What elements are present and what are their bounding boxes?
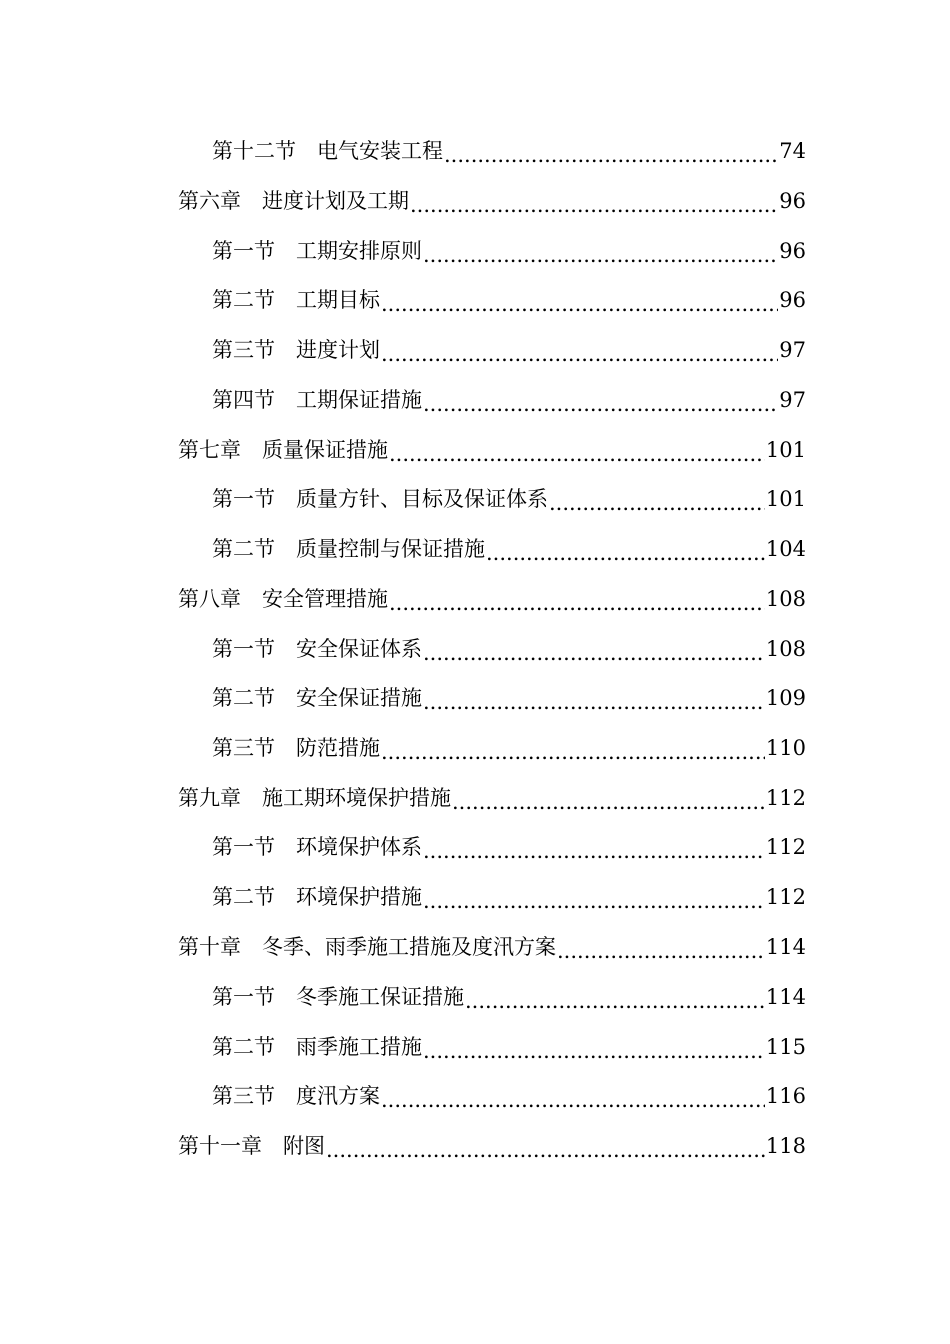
toc-dot-leader [444, 126, 778, 176]
toc-entry-title: 第三节 进度计划 [212, 338, 380, 362]
toc-entry[interactable] [178, 1121, 806, 1171]
toc-dot-leader [549, 474, 765, 524]
toc-entry-page: 108 [765, 637, 806, 661]
toc-dot-leader [410, 176, 778, 226]
toc-entry-page: 96 [779, 239, 806, 263]
toc-entry-page: 116 [765, 1084, 806, 1108]
toc-entry-page: 97 [779, 388, 806, 412]
toc-entry[interactable] [212, 524, 806, 574]
toc-entry-page: 112 [765, 835, 806, 859]
toc-entry-page: 114 [765, 935, 806, 959]
toc-entry-page: 108 [765, 587, 806, 611]
toc-entry-title: 第十二节 电气安装工程 [212, 139, 443, 163]
toc-entry-title: 第一节 工期安排原则 [212, 239, 422, 263]
toc-entry-title: 第八章 安全管理措施 [178, 587, 388, 611]
toc-entry-page: 101 [765, 487, 806, 511]
toc-entry[interactable] [178, 425, 806, 475]
toc-entry[interactable] [212, 226, 806, 276]
toc-entry-title: 第二节 雨季施工措施 [212, 1035, 422, 1059]
toc-dot-leader [381, 1071, 765, 1121]
toc-entry[interactable] [212, 723, 806, 773]
toc-entry-page: 110 [765, 736, 806, 760]
toc-entry-title: 第二节 工期目标 [212, 288, 380, 312]
toc-dot-leader [423, 624, 765, 674]
toc-entry[interactable] [178, 773, 806, 823]
toc-dot-leader [423, 872, 765, 922]
toc-entry-title: 第一节 质量方针、目标及保证体系 [212, 487, 548, 511]
toc-entry-page: 74 [779, 139, 806, 163]
toc-dot-leader [423, 822, 765, 872]
toc-entry-title: 第十章 冬季、雨季施工措施及度汛方案 [178, 935, 556, 959]
toc-dot-leader [389, 574, 765, 624]
toc-dot-leader [452, 773, 765, 823]
toc-entry-title: 第一节 冬季施工保证措施 [212, 985, 464, 1009]
toc-entry-title: 第十一章 附图 [178, 1134, 325, 1158]
toc-dot-leader [423, 226, 778, 276]
toc-dot-leader [486, 524, 765, 574]
toc-entry-title: 第二节 安全保证措施 [212, 686, 422, 710]
toc-entry-title: 第三节 防范措施 [212, 736, 380, 760]
toc-entry-title: 第一节 安全保证体系 [212, 637, 422, 661]
toc-entry[interactable] [212, 275, 806, 325]
toc-entry-page: 96 [779, 189, 806, 213]
toc-entry-title: 第九章 施工期环境保护措施 [178, 786, 451, 810]
toc-dot-leader [381, 275, 778, 325]
toc-entry-page: 115 [765, 1035, 806, 1059]
toc-entry[interactable] [178, 176, 806, 226]
toc-dot-leader [557, 922, 765, 972]
toc-entry-page: 118 [765, 1134, 806, 1158]
toc-entry-page: 101 [765, 438, 806, 462]
toc-entry-page: 112 [765, 786, 806, 810]
toc-dot-leader [465, 972, 765, 1022]
toc-entry[interactable] [212, 624, 806, 674]
toc-entry-page: 104 [765, 537, 806, 561]
toc-entry[interactable] [178, 574, 806, 624]
toc-dot-leader [389, 425, 765, 475]
toc-dot-leader [381, 723, 765, 773]
toc-entry[interactable] [212, 972, 806, 1022]
toc-entry-page: 96 [779, 288, 806, 312]
toc-entry-title: 第七章 质量保证措施 [178, 438, 388, 462]
toc-entry[interactable] [212, 673, 806, 723]
toc-entry[interactable] [212, 1022, 806, 1072]
toc-entry-title: 第二节 环境保护措施 [212, 885, 422, 909]
toc-entry-page: 109 [765, 686, 806, 710]
toc-dot-leader [423, 673, 765, 723]
toc-entry[interactable] [212, 126, 806, 176]
toc-entry[interactable] [212, 872, 806, 922]
toc-dot-leader [381, 325, 778, 375]
toc-entry-title: 第二节 质量控制与保证措施 [212, 537, 485, 561]
toc-entry[interactable] [212, 1071, 806, 1121]
toc-entry[interactable] [212, 822, 806, 872]
toc-entry-title: 第六章 进度计划及工期 [178, 189, 409, 213]
toc-dot-leader [326, 1121, 765, 1171]
toc-dot-leader [423, 375, 778, 425]
toc-entry-page: 97 [779, 338, 806, 362]
toc-entry[interactable] [212, 474, 806, 524]
toc-entry[interactable] [212, 325, 806, 375]
toc-entry-title: 第四节 工期保证措施 [212, 388, 422, 412]
toc-entry-page: 112 [765, 885, 806, 909]
toc-dot-leader [423, 1022, 765, 1072]
toc-entry-page: 114 [765, 985, 806, 1009]
toc-entry[interactable] [178, 922, 806, 972]
toc-entry-title: 第一节 环境保护体系 [212, 835, 422, 859]
toc-entry[interactable] [212, 375, 806, 425]
toc-entry-title: 第三节 度汛方案 [212, 1084, 380, 1108]
